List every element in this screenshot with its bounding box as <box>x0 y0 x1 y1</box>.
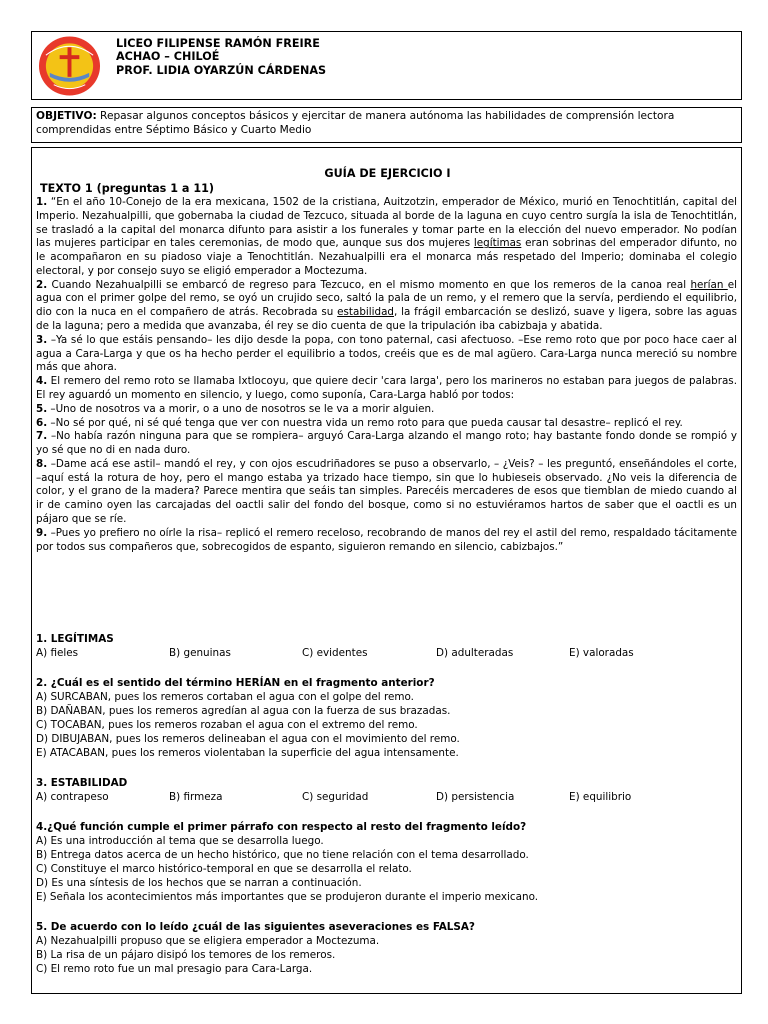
question-title: 5. De acuerdo con lo leído ¿cuál de las siguientes aseveraciones es FALSA? <box>36 921 475 933</box>
school-place: ACHAO – CHILOÉ <box>116 50 220 64</box>
options-row <box>36 790 737 805</box>
paragraph-number: 8. <box>36 457 48 470</box>
answer-option: D) persistencia <box>436 791 515 803</box>
answer-option: B) La risa de un pájaro disipó los temores de los remeros. <box>36 949 336 961</box>
guide-title: GUÍA DE EJERCICIO I <box>324 167 451 180</box>
question-3 <box>36 776 737 805</box>
answer-option: D) adulteradas <box>436 647 514 659</box>
text-heading: TEXTO 1 (preguntas 1 a 11) <box>40 182 215 195</box>
answer-option: B) DAÑABAN, pues los remeros agredían al agua con la fuerza de sus brazadas. <box>36 705 451 717</box>
paragraph-text: –Pues yo prefiero no oírle la risa– replicó el remero receloso, recobrando de manos del rey el astil del remo, respaldado tácitamente por todos sus compañeros que, sobrecogidos de espanto, siguieron remando en silencio, cabizbajos.” <box>36 526 737 553</box>
paragraph-number: 9. <box>36 526 48 539</box>
main-content-box <box>31 147 742 994</box>
answer-option: B) genuinas <box>169 647 231 659</box>
passage-paragraph <box>36 527 737 555</box>
passage-paragraph <box>36 458 737 527</box>
school-name: LICEO FILIPENSE RAMÓN FREIRE <box>116 37 320 50</box>
question-title: 2. ¿Cuál es el sentido del término HERÍAN en el fragmento anterior? <box>36 677 435 689</box>
answer-option: C) seguridad <box>302 791 369 803</box>
passage-paragraph <box>36 375 737 403</box>
objective-text <box>36 110 736 137</box>
paragraph-text: –Uno de nosotros va a morir, o a uno de nosotros se le va a morir alguien. <box>47 402 435 415</box>
answer-option: C) Constituye el marco histórico-temporal en que se desarrolla el relato. <box>36 863 412 875</box>
school-logo-icon <box>38 35 101 97</box>
passage-paragraph <box>36 196 737 279</box>
paragraph-text: –No sé por qué, ni sé qué tenga que ver con nuestra vida un remo roto para que pueda causar tal desastre– replicó el rey. <box>47 416 683 429</box>
paragraph-text: –Dame acá ese astil– mandó el rey, y con ojos escudriñadores se puso a observarlo, – ¿Veis? – les preguntó, enseñándoles el corte, –aquí está la rotura de hoy, pero el mango estaba ya trizado hace tiempo, sin que lo hubieseis observado. ¿No veis la diferencia de color, y el grano de la madera? Parece mentira que seáis tan simples. Parecéis mercaderes de esos que tiemblan de miedo cuando al ir de camino oyen las carcajadas del oactli salir del fondo del bosque, como si no estuviéramos hartos de saber que el oactli es un pájaro que se ríe. <box>36 457 737 525</box>
answer-option: B) firmeza <box>169 791 223 803</box>
paragraph-number: 6. <box>36 416 48 429</box>
underlined-term: estabilidad <box>337 306 394 319</box>
paragraph-text: Cuando Nezahualpilli se embarcó de regreso para Tezcuco, en el mismo momento en que los remeros de la canoa real <box>47 278 691 291</box>
answer-option: C) TOCABAN, pues los remeros rozaban el agua con el extremo del remo. <box>36 719 418 731</box>
answer-option: E) equilibrio <box>569 791 632 803</box>
paragraph-number: 5. <box>36 402 48 415</box>
paragraph-number: 2. <box>36 278 48 291</box>
passage-paragraph <box>36 417 737 431</box>
paragraph-number: 1. <box>36 196 48 208</box>
answer-option: A) Nezahualpilli propuso que se eligiera emperador a Moctezuma. <box>36 935 380 947</box>
paragraph-number: 7. <box>36 430 48 443</box>
objective-box <box>31 107 742 143</box>
answer-option: C) El remo roto fue un mal presagio para Cara-Larga. <box>36 963 313 975</box>
paragraph-text: El remero del remo roto se llamaba Ixtlocoyu, que quiere decir 'cara larga', pero los marineros no estaban para juegos de palabras. El rey aguardó un momento en silencio, y luego, como suponía, Cara-Larga habló por todos: <box>36 375 737 401</box>
passage-paragraph <box>36 334 737 375</box>
answer-option: A) fieles <box>36 647 79 659</box>
answer-option: A) contrapeso <box>36 791 109 803</box>
paragraph-text: –Ya sé lo que estáis pensando– les dijo desde la popa, con tono paternal, casi afectuoso. –Ese remo roto que por poco hace caer al agua a Cara-Larga y que os ha hecho perder el equilibrio a todos, creéis que es de mal agüero. Cara-Larga nunca mereció su nombre más que ahora. <box>36 333 737 374</box>
paragraph-number: 4. <box>36 375 48 388</box>
underlined-term: legítimas <box>473 237 522 250</box>
paragraph-text: “En el año 10-Conejo de la era mexicana, 1502 de la cristiana, Auitzotzin, emperador de México, murió en Tenochtitlán, capital del Imperio. Nezahualpilli, que gobernaba la ciudad de Tezcuco, situada al borde de la laguna en cuyo centro surgía la isla de Tenochtitlán, se trasladó a la capital del monarca difunto para asistir a los funerales y tomar parte en la elección del nuevo emperador. No podían las mujeres participar en tales ceremonias, de modo que, aunque sus dos mujeres <box>36 196 737 250</box>
header-box <box>31 31 742 100</box>
reading-passage <box>36 196 737 554</box>
answer-option: C) evidentes <box>302 647 368 659</box>
school-info <box>116 37 326 77</box>
passage-paragraph <box>36 279 737 334</box>
answer-option: D) Es una síntesis de los hechos que se narran a continuación. <box>36 877 362 889</box>
paragraph-number: 3. <box>36 333 48 346</box>
question-title: 1. LEGÍTIMAS <box>36 633 114 645</box>
objective-body: Repasar algunos conceptos básicos y ejercitar de manera autónoma las habilidades de comprensión lectora comprendidas entre Séptimo Básico y Cuarto Medio <box>36 110 675 136</box>
answer-option: D) DIBUJABAN, pues los remeros delineaban el agua con el movimiento del remo. <box>36 733 460 745</box>
question-1 <box>36 632 737 661</box>
passage-paragraph <box>36 403 737 417</box>
paragraph-text: el agua con el primer golpe del remo, se oyó un crujido seco, saltó la pala de un remo, y el remero que la servía, perdiendo el equilibrio, dio con la nuca en el compañero de atrás. Recobrada su <box>36 278 737 319</box>
answer-option: E) valoradas <box>569 647 634 659</box>
paragraph-text: –No había razón ninguna para que se rompiera– arguyó Cara-Larga alzando el mango roto; hay bastante fondo donde se rompió y yo sé que no di en nada duro. <box>36 430 737 457</box>
answer-option: A) Es una introducción al tema que se desarrolla luego. <box>36 835 324 847</box>
options-row <box>36 646 737 661</box>
paragraph-text: , la frágil embarcación se deslizó, suave y ligera, sobre las aguas de la laguna; pero a medida que avanzaba, él rey se dio cuenta de que la tripulación iba cabizbaja y abatida. <box>36 306 737 333</box>
teacher-name: PROF. LIDIA OYARZÚN CÁRDENAS <box>116 63 327 77</box>
question-5 <box>36 920 737 976</box>
paragraph-text: eran sobrinas del emperador difunto, no le acompañaron en su piadoso viaje a Tenochtitlán. Nezahualpilli era el monarca más respetado del Imperio; dominaba el colegio electoral, y por consejo suyo se eligió emperador a Moctezuma. <box>36 237 737 277</box>
question-title: 4.¿Qué función cumple el primer párrafo con respecto al resto del fragmento leído? <box>36 821 527 833</box>
answer-option: A) SURCABAN, pues los remeros cortaban el agua con el golpe del remo. <box>36 691 414 703</box>
question-2 <box>36 676 737 760</box>
objective-label: OBJETIVO: <box>36 110 97 122</box>
question-4 <box>36 820 737 904</box>
answer-option: E) ATACABAN, pues los remeros violentaban la superficie del agua intensamente. <box>36 747 459 759</box>
passage-paragraph <box>36 430 737 458</box>
answer-option: B) Entrega datos acerca de un hecho histórico, que no tiene relación con el tema desarrollado. <box>36 849 529 861</box>
answer-option: E) Señala los acontecimientos más importantes que se produjeron durante el imperio mexicano. <box>36 891 539 903</box>
question-title: 3. ESTABILIDAD <box>36 777 128 789</box>
underlined-term: herían <box>690 278 728 291</box>
